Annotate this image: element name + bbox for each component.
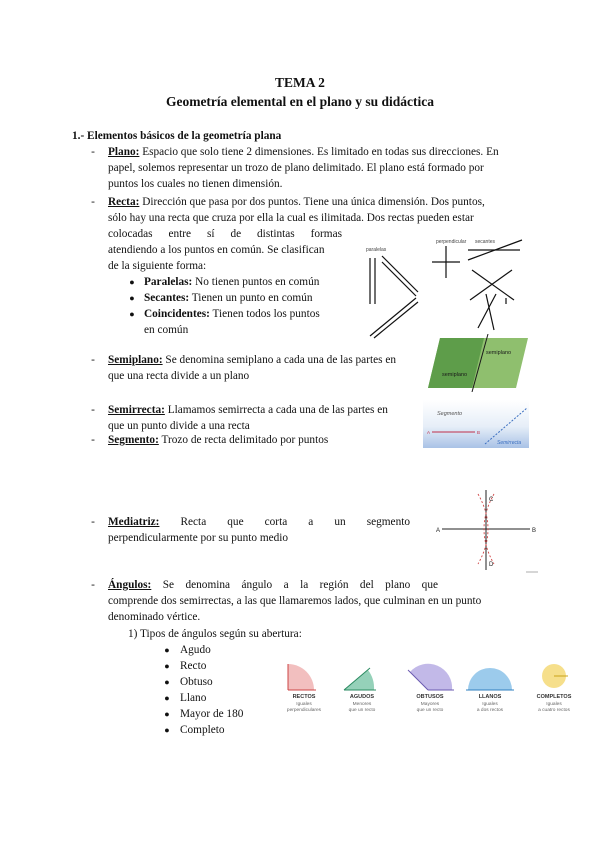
svg-text:a cuatro rectos: a cuatro rectos — [538, 708, 570, 713]
list-bullet: ● — [164, 725, 170, 735]
list-bullet: ● — [164, 661, 170, 671]
bullet-dash: - — [91, 434, 95, 446]
angle-type-obtuso: Obtuso — [180, 676, 213, 688]
label-point-a: A — [427, 430, 431, 435]
angle-type-agudo: Agudo — [180, 644, 211, 656]
recta-item-paralelas: Paralelas: No tienen puntos en común — [144, 276, 320, 288]
recta-item-coincidentes-cont: en común — [144, 324, 189, 336]
angle-type-mayor-180: Mayor de 180 — [180, 708, 244, 720]
label-paralelas: paralelas — [366, 247, 387, 253]
list-bullet: ● — [129, 309, 135, 319]
angle-types-figure — [272, 660, 584, 720]
list-bullet: ● — [164, 709, 170, 719]
mediatriz-term: Mediatriz: — [108, 516, 160, 528]
angle-completos-icon — [537, 664, 572, 713]
segmento-term: Segmento: — [108, 434, 159, 446]
list-bullet: ● — [129, 277, 135, 287]
angulos-line2: comprende dos semirrectas, a las que llamaremos lados, que culminan en un punto — [108, 595, 482, 607]
label-secantes: secantes — [475, 239, 496, 245]
recta-line3: colocadas entre sí de distintas formas — [108, 228, 342, 240]
semirrecta-line1: Semirrecta: Llamamos semirrecta a cada una de las partes en — [108, 404, 388, 416]
label-perpendicular: perpendicular — [436, 239, 467, 245]
plano-line2: papel, solemos representar un trozo de plano delimitado. El plano está formado por — [108, 162, 484, 174]
recta-line4: atendiendo a los puntos en común. Se clasifican — [108, 244, 325, 256]
recta-line2: sólo hay una recta que cruza por ella la cual es ilimitada. Dos rectas pueden estar — [108, 212, 474, 224]
mediatriz-line2: perpendicularmente por su punto medio — [108, 532, 289, 544]
bullet-dash: - — [91, 516, 95, 528]
svg-text:RECTOS: RECTOS — [292, 694, 316, 700]
label-semiplano-top: semiplano — [486, 350, 512, 356]
bullet-dash: - — [91, 404, 95, 416]
plano-line3: puntos los cuales no tienen dimensión. — [108, 178, 283, 190]
angle-type-recto: Recto — [180, 660, 207, 672]
list-bullet: ● — [164, 693, 170, 703]
svg-text:OBTUSOS: OBTUSOS — [416, 694, 444, 700]
svg-text:perpendiculares: perpendiculares — [286, 708, 322, 713]
list-bullet: ● — [129, 293, 135, 303]
label-segmento: Segmento — [437, 411, 463, 417]
angle-obtusos-icon — [408, 664, 454, 713]
rectas-figure — [360, 232, 530, 344]
angle-type-llano: Llano — [180, 692, 207, 704]
svg-text:que un recto: que un recto — [348, 708, 376, 713]
svg-text:COMPLETOS: COMPLETOS — [536, 694, 572, 700]
svg-text:AGUDOS: AGUDOS — [349, 694, 375, 700]
label-semirrecta: Semirrecta — [497, 440, 522, 446]
label-b: B — [532, 528, 537, 534]
svg-text:Menores: Menores — [352, 702, 372, 707]
recta-line5: de la siguiente forma: — [108, 260, 207, 272]
recta-term: Recta: — [108, 196, 140, 208]
semiplano-term: Semiplano: — [108, 354, 163, 366]
plano-line1: Plano: Espacio que solo tiene 2 dimensiones. Es limitado en todas sus direcciones. En — [108, 146, 499, 158]
bullet-dash: - — [91, 146, 95, 158]
recta-item-secantes: Secantes: Tienen un punto en común — [144, 292, 313, 304]
angulos-list-heading: 1) Tipos de ángulos según su abertura: — [128, 628, 302, 640]
recta-item-coincidentes: Coincidentes: Tienen todos los puntos — [144, 308, 320, 320]
semirrecta-term: Semirrecta: — [108, 404, 165, 416]
semirrecta-figure — [423, 400, 529, 448]
svg-text:Mayores: Mayores — [420, 702, 440, 707]
list-bullet: ● — [164, 677, 170, 687]
svg-text:Iguales: Iguales — [482, 702, 498, 707]
page-title: TEMA 2 — [275, 75, 325, 90]
plano-term: Plano: — [108, 146, 140, 158]
semirrecta-line2: que un punto divide a una recta — [108, 420, 250, 432]
semiplano-line2: que una recta divide a un plano — [108, 370, 250, 382]
svg-text:Iguales: Iguales — [546, 702, 562, 707]
angulos-term: Ángulos: — [108, 579, 152, 591]
angulos-line1: Ángulos: Se denomina ángulo a la región del plano que — [108, 579, 438, 591]
section-heading: 1.- Elementos básicos de la geometría plana — [72, 130, 282, 142]
mediatriz-figure — [434, 488, 546, 578]
angulos-line3: denominado vértice. — [108, 611, 201, 623]
svg-text:Iguales: Iguales — [296, 702, 312, 707]
page-subtitle: Geometría elemental en el plano y su didáctica — [165, 94, 435, 109]
list-bullet: ● — [164, 645, 170, 655]
bullet-dash: - — [91, 196, 95, 208]
svg-text:a dos rectos: a dos rectos — [476, 708, 504, 713]
label-semiplano-bottom: semiplano — [442, 372, 468, 378]
angle-rectos-icon — [287, 664, 322, 713]
bullet-dash: - — [91, 354, 95, 366]
label-point-b: B — [477, 430, 481, 435]
semiplano-figure — [428, 334, 528, 392]
bullet-dash: - — [91, 579, 95, 591]
segmento-line: Segmento: Trozo de recta delimitado por puntos — [108, 434, 329, 446]
recta-line1: Recta: Dirección que pasa por dos puntos. Tiene una única dimensión. Dos puntos, — [108, 196, 485, 208]
angle-agudos-icon — [344, 668, 376, 713]
angle-type-completo: Completo — [180, 724, 225, 736]
svg-text:LLANOS: LLANOS — [478, 694, 502, 700]
semiplano-line1: Semiplano: Se denomina semiplano a cada una de las partes en — [108, 354, 396, 366]
label-c: C — [489, 497, 494, 503]
svg-text:que un recto: que un recto — [416, 708, 444, 713]
angle-llanos-icon — [466, 668, 514, 713]
label-a: A — [436, 528, 441, 534]
mediatriz-line1: Mediatriz: Recta que corta a un segmento — [108, 516, 410, 528]
label-d: D — [489, 562, 494, 568]
